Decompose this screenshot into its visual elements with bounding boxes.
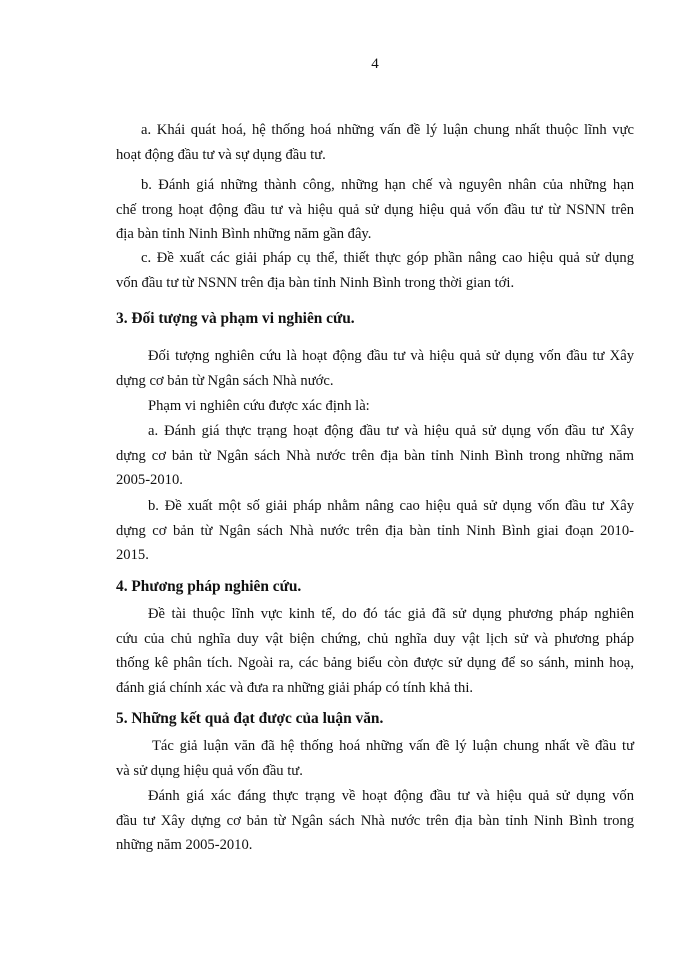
objective-a: a. Khái quát hoá, hệ thống hoá những vấn đề lý luận chung nhất thuộc lĩnh vực hoạt động đầu tư và sự dụng đầu tư. bbox=[116, 122, 634, 163]
section-3-heading: 3. Đối tượng và phạm vi nghiên cứu. bbox=[116, 310, 355, 327]
section-3-paragraph-2: Phạm vi nghiên cứu được xác định là: bbox=[148, 398, 370, 414]
section-4-paragraph: Đề tài thuộc lĩnh vực kinh tế, do đó tác giả đã sử dụng phương pháp nghiên cứu của chủ nghĩa duy vật biện chứng, chủ nghĩa duy vật lịch sử và phương pháp thống kê phân tích. Ngoài ra, các bảng biểu còn được sử dụng để so sánh, minh hoạ, đánh giá chính xác và đưa ra những giải pháp có tính khả thi. bbox=[116, 606, 634, 696]
section-5-paragraph-1: Tác giả luận văn đã hệ thống hoá những vấn đề lý luận chung nhất về đầu tư và sử dụng hiệu quả vốn đầu tư. bbox=[116, 738, 634, 779]
section-3-item-b: b. Đề xuất một số giải pháp nhằm nâng cao hiệu quả sử dụng vốn đầu tư Xây dựng cơ bản từ Ngân sách Nhà nước trên địa bàn tỉnh Ninh Bình giai đoạn 2010- 2015. bbox=[116, 498, 634, 563]
objective-b: b. Đánh giá những thành công, những hạn chế và nguyên nhân của những hạn chế trong hoạt động đầu tư và hiệu quả sử dụng hiệu quả vốn đầu tư từ NSNN trên địa bàn tỉnh Ninh Bình những năm gần đây. bbox=[116, 177, 634, 242]
section-3-paragraph-1: Đối tượng nghiên cứu là hoạt động đầu tư và hiệu quả sử dụng vốn đầu tư Xây dựng cơ bản từ Ngân sách Nhà nước. bbox=[116, 348, 634, 389]
objective-c: c. Đề xuất các giải pháp cụ thể, thiết thực góp phần nâng cao hiệu quả sử dụng vốn đầu tư từ NSNN trên địa bàn tỉnh Ninh Bình trong thời gian tới. bbox=[116, 250, 634, 291]
section-5-heading: 5. Những kết quả đạt được của luận văn. bbox=[116, 710, 384, 727]
section-3-item-a: a. Đánh giá thực trạng hoạt động đầu tư và hiệu quả sử dụng vốn đầu tư Xây dựng cơ bản từ Ngân sách Nhà nước trên địa bàn tỉnh Ninh Bình trong những năm 2005-2010. bbox=[116, 423, 634, 488]
section-4-heading: 4. Phương pháp nghiên cứu. bbox=[116, 578, 302, 595]
section-5-paragraph-2: Đánh giá xác đáng thực trạng về hoạt động đầu tư và hiệu quả sử dụng vốn đầu tư Xây dựng cơ bản từ Ngân sách Nhà nước trên địa bàn tỉnh Ninh Bình trong những năm 2005-2010. bbox=[116, 788, 634, 853]
page-number: 4 bbox=[371, 56, 379, 72]
